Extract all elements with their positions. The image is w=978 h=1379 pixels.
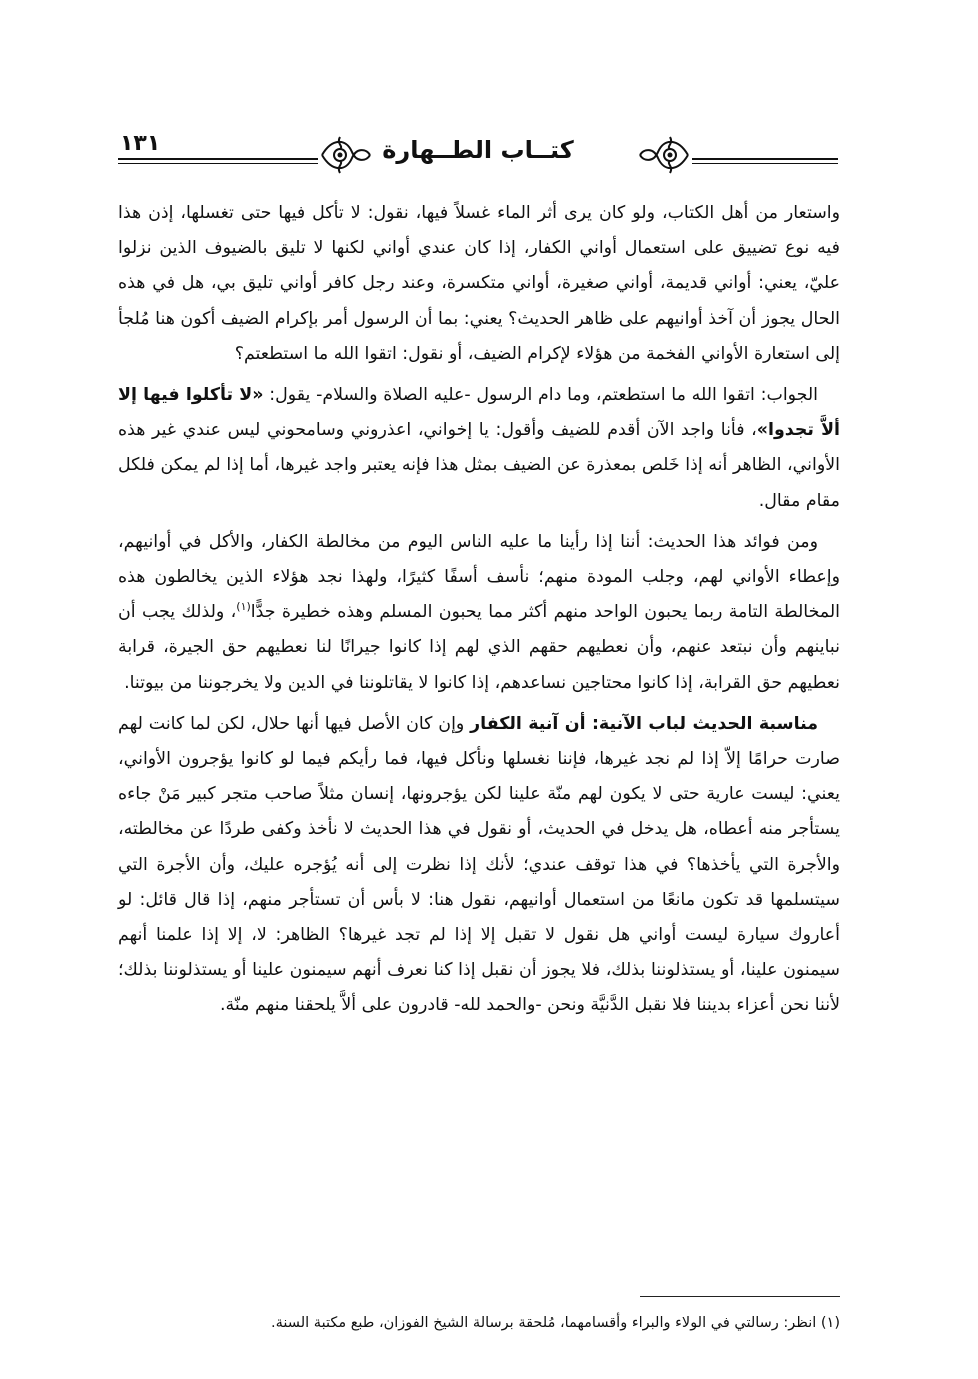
paragraph-2: الجواب: اتقوا الله ما استطعتم، وما دام الرسول -عليه الصلاة والسلام- يقول: «لا تأكلوا فيها إلا ألاَّ تجدوا»، فأنا واجد الآن أقدم للضيف وأقول: يا إخواني، اعذروني وسامحوني ليس عندي غير هذه الأواني، الظاهر أنه إذا خَلص بمعذرة عن الضيف بمثل هذا فإنه يعتبر واجد غيرها، أما إذا لم يمكن فلكل مقام مقال. <box>118 385 840 511</box>
book-title: كتــاب الطــهارة <box>382 136 574 164</box>
paragraph-3: ومن فوائد هذا الحديث: أننا إذا رأينا ما عليه الناس اليوم من مخالطة الكفار، والأكل في أوانيهم، وإعطاء الأواني لهم، وجلب المودة منهم؛ نأسف أسفًا كثيرًا، ولهذا نجد هؤلاء الذين يخالطون هذه المخالطة التامة ربما يحبون الواحد منهم أكثر مما يحبون المسلم وهذه خطيرة جدًّا$^{(١)}$، ولذلك يجب أن نباينهم وأن نبتعد عنهم، وأن نعطيهم حقهم الذي لهم إذا كانوا جيرانًا لنا نعطيهم حق الجيرة، قرابة نعطيهم حق القرابة، إذا كانوا محتاجين نساعدهم، إذا كانوا لا يقاتلوننا في الدين ولا يخرجوننا من بيوتنا. <box>118 531 840 693</box>
section-lead: مناسبة الحديث لباب الآنية: أن آنية الكفار <box>470 713 818 734</box>
hadith-quote: «لا تأكلوا فيها إلا ألاَّ تجدوا» <box>118 385 840 441</box>
header-rule-right <box>692 158 838 160</box>
footnote: (١) انظر: رسالتي في الولاء والبراء وأقسامهما، مُلحقة برسالة الشيخ الفوزان، طبع مكتبة السنة. <box>271 1315 840 1331</box>
footnote-ref[interactable]: (١) <box>236 600 251 614</box>
page-number: ١٣١ <box>120 131 161 156</box>
ornament-right-icon <box>638 132 692 178</box>
paragraph-4: مناسبة الحديث لباب الآنية: أن آنية الكفار وإن كان الأصل فيها أنها حلال، لكن لما كانت لهم صارت حرامًا إلاّ إذا لم نجد غيرها، فإننا نغسلها ونأكل فيها، فما رأيكم فيما لو كانوا يؤجرون الأواني، يعني: ليست عارية حتى لا يكون لهم منّة علينا لكن يؤجرونها، إنسان مثلاً صاحب متجر كبير مَنْ جاءه يستأجر منه أعطاه، هل يدخل في الحديث، أو نقول في هذا الحديث لا نأخذ وكفى طردًا عن مخالطته، والأجرة التي يأخذها؟ في هذا توقف عندي؛ لأنك إذا نظرت إلى أنه يُؤجره عليك، وأن الأجرة التي سيتسلمها قد تكون مانعًا من استعمال أوانيهم، نقول هنا: لا بأس أن تستأجر منهم، إذا قال قائل: لو أعاروك سيارة ليست أواني هل نقول لا تقبل إلا إذا لم تجد غيرها؟ الظاهر: لا، إلا إذا علمنا أنهم سيمنون علينا، أو يستذلوننا بذلك، فلا يجوز أن نقبل إذا كنا نعرف أنهم سيمنون علينا أو يستذلوننا بذلك؛ لأننا نحن أعزاء بديننا فلا نقبل الدَّنيَّة ونحن -والحمد لله- قادرون على ألاَّ يلحقنا منهم منّة. <box>118 713 840 1016</box>
paragraph-1: واستعار من أهل الكتاب، ولو كان يرى أثر الماء غسلاً فيها، نقول: لا تأكل فيها حتى تغسلها، إذن هذا فيه نوع تضييق على استعمال أواني الكفار، إذا كان عندي أواني لكنها لا تليق بالضيوف الذين نزلوا عليّ، يعني: أواني قديمة، أواني صغيرة، أواني متكسرة، وعند رجل كافر أواني تليق بي، هل في هذه الحال يجوز أن آخذ أوانيهم على ظاهر الحديث؟ يعني: بما أن الرسول أمر بإكرام الضيف أكون هنا مُلجأ إلى استعارة الأواني الفخمة من هؤلاء لإكرام الضيف، أو نقول: اتقوا الله ما استطعتم؟ <box>118 203 840 364</box>
main-text <box>118 196 840 1030</box>
header-rule-right-thin <box>692 163 838 164</box>
footnote-divider <box>640 1296 840 1297</box>
page-header <box>118 128 838 184</box>
